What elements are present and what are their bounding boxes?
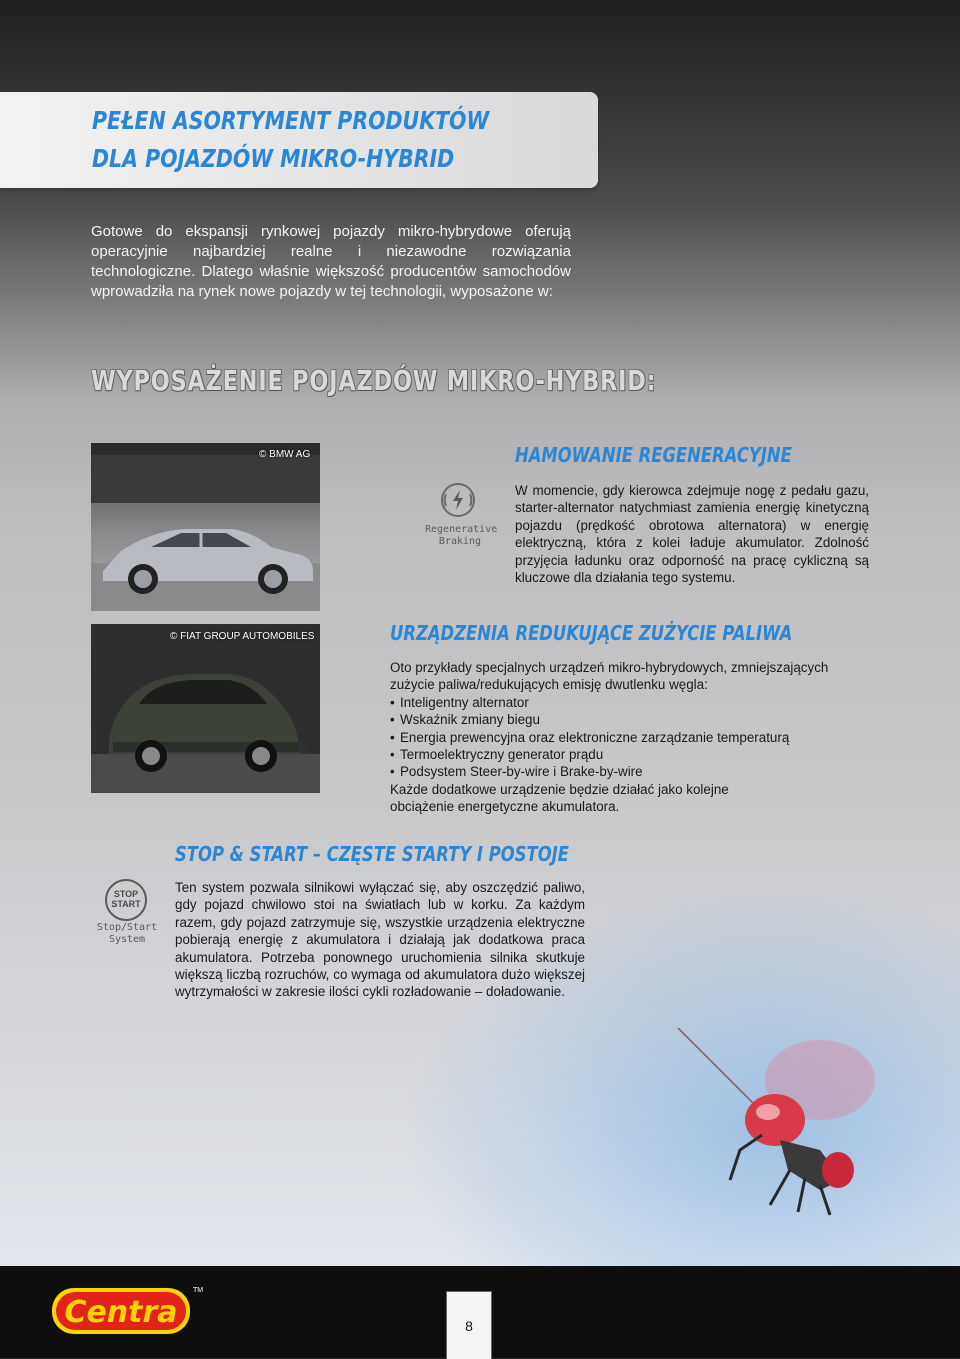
- stop-start-caption: [92, 922, 162, 946]
- page-footer: [0, 1266, 960, 1358]
- stop-start-caption-line-1: Stop/Start: [96, 922, 158, 933]
- fuel-intro: Oto przykłady specjalnych urządzeń mikro-hybrydowych, zmniejszających zużycie paliwa/redukujących emisję dwutlenku węgla:: [390, 660, 829, 693]
- list-item: • Inteligentny alternator: [390, 694, 860, 711]
- bmw-photo-credit: © BMW AG: [259, 449, 311, 460]
- stopstart-heading: STOP & START – CZĘSTE STARTY I POSTOJE: [175, 842, 569, 866]
- list-item: • Termoelektryczny generator prądu: [390, 746, 860, 763]
- list-item: • Energia prewencyjna oraz elektroniczne zarządzanie temperaturą: [390, 729, 860, 746]
- fuel-outro: Każde dodatkowe urządzenie będzie działać jako kolejne obciążenie energetyczne akumulatora.: [390, 781, 729, 815]
- page-title-line-2: DLA POJAZDÓW MIKRO-HYBRID: [92, 144, 455, 173]
- title-banner: [0, 92, 598, 188]
- page-number-box: [446, 1291, 492, 1359]
- equipment-heading: WYPOSAŻENIE POJAZDÓW MIKRO-HYBRID:: [91, 364, 657, 397]
- fiat-car-illustration: [91, 624, 320, 793]
- page-title-line-1: PEŁEN ASORTYMENT PRODUKTÓW: [92, 106, 490, 135]
- regen-heading: HAMOWANIE REGENERACYJNE: [515, 443, 792, 467]
- fiat-car-photo: [91, 624, 320, 793]
- intro-paragraph: Gotowe do ekspansji rynkowej pojazdy mikro-hybrydowe oferują operacyjnie najbardziej realne i niezawodne rozwiązania technologiczne. Dlatego właśnie większość producentów samochodów wprowadziła na rynek nowe pojazdy w tej technologii, wyposażone w:: [91, 223, 571, 300]
- regenerative-braking-caption: [425, 524, 498, 548]
- bmw-car-illustration: [91, 443, 320, 611]
- regen-text: W momencie, gdy kierowca zdejmuje nogę z pedału gazu, starter-alternator natychmiast zamienia energię kinetyczną pojazdu (prędkość obrotowa alternatora) w energię elektryczną, która z kolei ładuje akumulator. Zdolność przyjęcia ładunku oraz odporność na pracę cykliczną są kluczowe dla działania tego systemu.: [515, 483, 869, 586]
- stop-start-caption-line-2: System: [108, 934, 146, 945]
- stop-start-icon: [104, 878, 148, 922]
- regen-caption-line-2: Braking: [438, 536, 482, 547]
- stop-start-badge-line-2: START: [111, 899, 141, 909]
- robot-insect-illustration: [670, 1020, 890, 1220]
- fuel-device-list: [390, 694, 860, 781]
- regenerative-braking-icon: [440, 482, 476, 518]
- centra-logo: [50, 1280, 204, 1342]
- trademark-mark: TM: [193, 1287, 204, 1294]
- list-item: • Podsystem Steer-by-wire i Brake-by-wire: [390, 763, 860, 780]
- regen-caption-line-1: Regenerative: [425, 524, 498, 535]
- fuel-section-body: [390, 659, 860, 816]
- bmw-car-photo: [91, 443, 320, 611]
- page-number: 8: [465, 1317, 473, 1334]
- list-item: • Wskaźnik zmiany biegu: [390, 711, 860, 728]
- fuel-heading: URZĄDZENIA REDUKUJĄCE ZUŻYCIE PALIWA: [390, 621, 793, 645]
- centra-logo-text: Centra: [64, 1295, 178, 1330]
- stopstart-text: Ten system pozwala silnikowi wyłączać się, aby oszczędzić paliwo, gdy pojazd chwilowo stoi na światłach lub w korku. Za każdym razem, gdy pojazd zatrzymuje się, wszystkie urządzenia elektryczne pobierają energię z akumulatora i działają jak dodatkowa praca akumulatora. Potrzeba ponownego uruchomienia silnika skutkuje większą liczbą rozruchów, co wymaga od akumulatora dużo większej wytrzymałości w zakresie ilości cykli rozładowanie – doładowanie.: [175, 880, 585, 1000]
- stop-start-badge-line-1: STOP: [113, 889, 139, 899]
- fiat-photo-credit: © FIAT GROUP AUTOMOBILES: [170, 631, 315, 642]
